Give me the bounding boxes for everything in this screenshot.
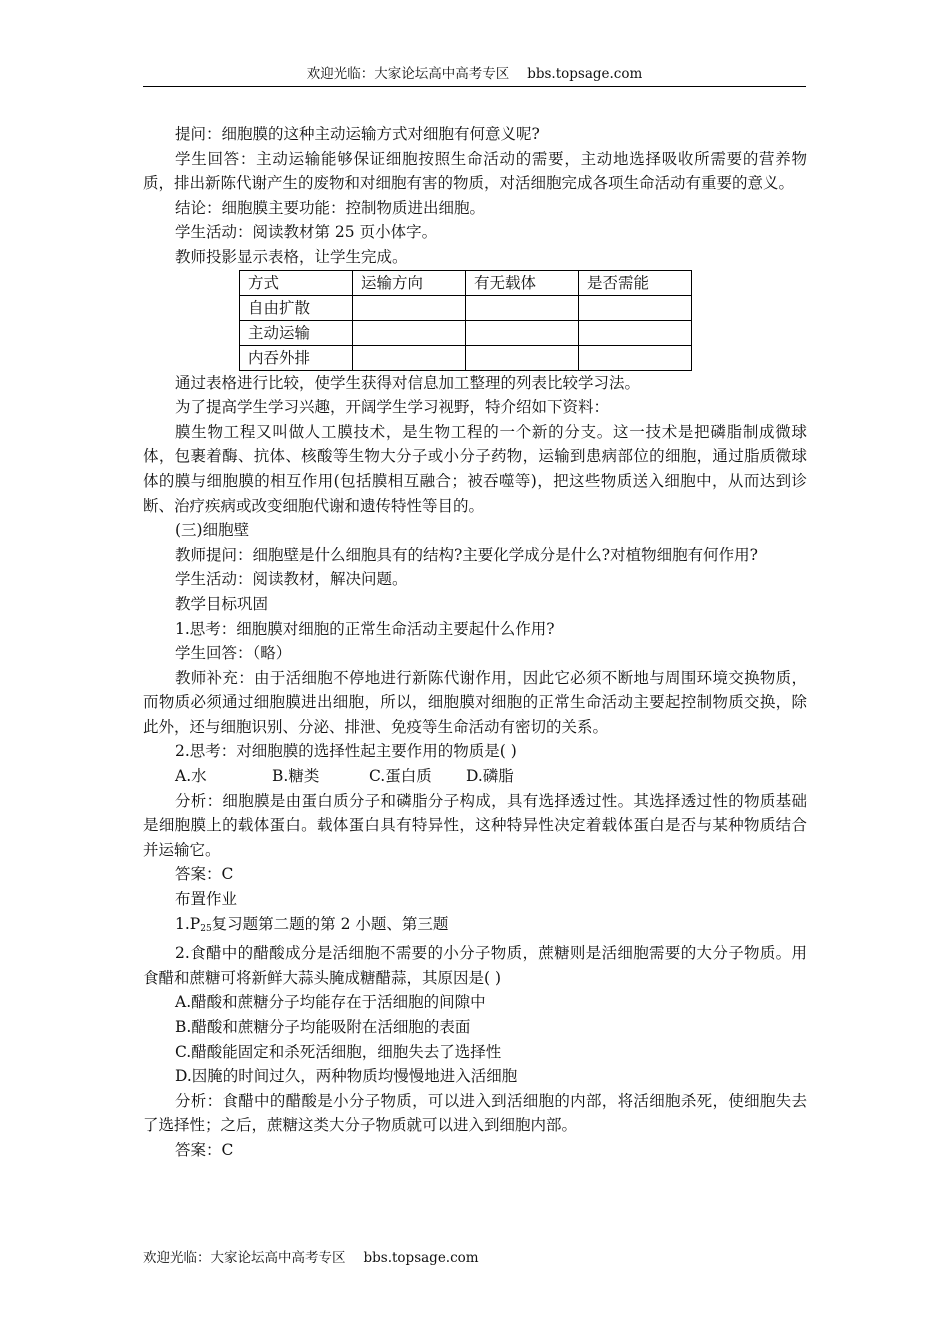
table-cell: 自由扩散 [240,295,353,320]
option: D.磷脂 [466,767,514,786]
homework-item [143,912,807,942]
answer: 答案：C [175,865,234,884]
table-cell [353,320,466,345]
page-footer [143,1248,479,1268]
table-cell [466,345,579,370]
question: 1.思考：细胞膜对细胞的正常生命活动主要起什么作用? [175,619,555,638]
table-header-cell: 有无载体 [466,270,579,295]
table-header-cell: 是否需能 [579,270,692,295]
table-cell [579,345,692,370]
table-header-cell: 方式 [240,270,353,295]
option: B.醋酸和蔗糖分子均能吸附在活细胞的表面 [175,1018,471,1036]
table-cell [353,345,466,370]
paragraph: 学生活动：阅读教材，解决问题。 [175,570,408,589]
homework-item-prefix: 1.P [175,914,201,933]
table-cell [466,295,579,320]
table-row [240,295,692,320]
paragraph: 教师投影显示表格，让学生完成。 [175,247,408,266]
paragraph: 学生活动：阅读教材第 25 页小体字。 [175,223,438,242]
table-header-cell: 运输方向 [353,270,466,295]
page-subscript: 25 [200,923,212,934]
table-header-row [240,270,692,295]
paragraph: 教师补充：由于活细胞不停地进行新陈代谢作用，因此它必须不断地与周围环境交换物质，而物质必须通过细胞膜进出细胞，所以，细胞膜对细胞的正常生命活动主要起控制物质交换，除此外，还与细胞识别、分泌、排泄、免疫等生命活动有密切的关系。 [143,668,807,736]
table-cell [353,295,466,320]
answer: 答案：C [175,1140,234,1159]
paragraph: 教师提问：细胞壁是什么细胞具有的结构?主要化学成分是什么?对植物细胞有何作用? [175,545,758,564]
table-row [240,345,692,370]
paragraph: 通过表格进行比较，使学生获得对信息加工整理的列表比较学习法。 [175,373,641,392]
homework-item-text: 复习题第二题的第 2 小题、第三题 [211,914,449,933]
table-cell [579,320,692,345]
question: 2.食醋中的醋酸成分是活细胞不需要的小分子物质，蔗糖则是活细胞需要的大分子物质。用食醋和蔗糖可将新鲜大蒜头腌成糖醋蒜，其原因是( ) [143,944,807,987]
table-cell: 内吞外排 [240,345,353,370]
paragraph: 学生回答：主动运输能够保证细胞按照生命活动的需要，主动地选择吸收所需要的营养物质，排出新陈代谢产生的废物和对细胞有害的物质，对活细胞完成各项生命活动有重要的意义。 [143,149,807,193]
paragraph: 分析：食醋中的醋酸是小分子物质，可以进入到活细胞的内部，将活细胞杀死，使细胞失去了选择性；之后，蔗糖这类大分子物质就可以进入到细胞内部。 [143,1091,807,1135]
option: A.醋酸和蔗糖分子均能存在于活细胞的间隙中 [175,993,486,1012]
page-header [143,64,806,87]
header-url[interactable]: bbs.topsage.com [527,66,643,82]
section-heading: (三)细胞壁 [175,521,250,540]
footer-url[interactable]: bbs.topsage.com [363,1250,479,1266]
option: C.醋酸能固定和杀死活细胞，细胞失去了选择性 [175,1042,502,1061]
table-row [240,320,692,345]
paragraph: 学生回答：（略） [175,644,292,663]
footer-text: 欢迎光临：大家论坛高中高考专区 [143,1250,346,1266]
paragraph: 结论：细胞膜主要功能：控制物质进出细胞。 [175,198,486,217]
paragraph: 提问：细胞膜的这种主动运输方式对细胞有何意义呢? [175,125,540,143]
table-cell: 主动运输 [240,320,353,345]
option: D.因腌的时间过久，两种物质均慢慢地进入活细胞 [175,1067,518,1086]
header-text: 欢迎光临：大家论坛高中高考专区 [306,66,510,82]
section-heading: 布置作业 [175,890,238,909]
paragraph: 膜生物工程又叫做人工膜技术，是生物工程的一个新的分支。这一技术是把磷脂制成微球体，包裹着酶、抗体、核酸等生物大分子或小分子药物，运输到患病部位的细胞，通过脂质微球体的膜与细胞膜的相互作用(包括膜相互融合；被吞噬等)，把这些物质送入细胞中，从而达到诊断、治疗疾病或改变细胞代谢和遗传特性等目的。 [143,422,807,515]
option: A.水 [175,767,207,786]
table-cell [579,295,692,320]
paragraph: 分析：细胞膜是由蛋白质分子和磷脂分子构成，具有选择透过性。其选择透过性的物质基础是细胞膜上的载体蛋白。载体蛋白具有特异性，这种特异性决定着载体蛋白是否与某种物质结合并运输它。 [143,791,807,859]
document-body [143,122,807,1163]
section-heading: 教学目标巩固 [175,594,269,613]
paragraph: 为了提高学生学习兴趣，开阔学生学习视野，特介绍如下资料： [175,398,610,417]
comparison-table [239,270,692,371]
option: B.糖类 [272,767,320,786]
answer-options [143,764,807,789]
option: C.蛋白质 [369,767,432,786]
question: 2.思考：对细胞膜的选择性起主要作用的物质是( ) [175,742,517,761]
table-cell [466,320,579,345]
